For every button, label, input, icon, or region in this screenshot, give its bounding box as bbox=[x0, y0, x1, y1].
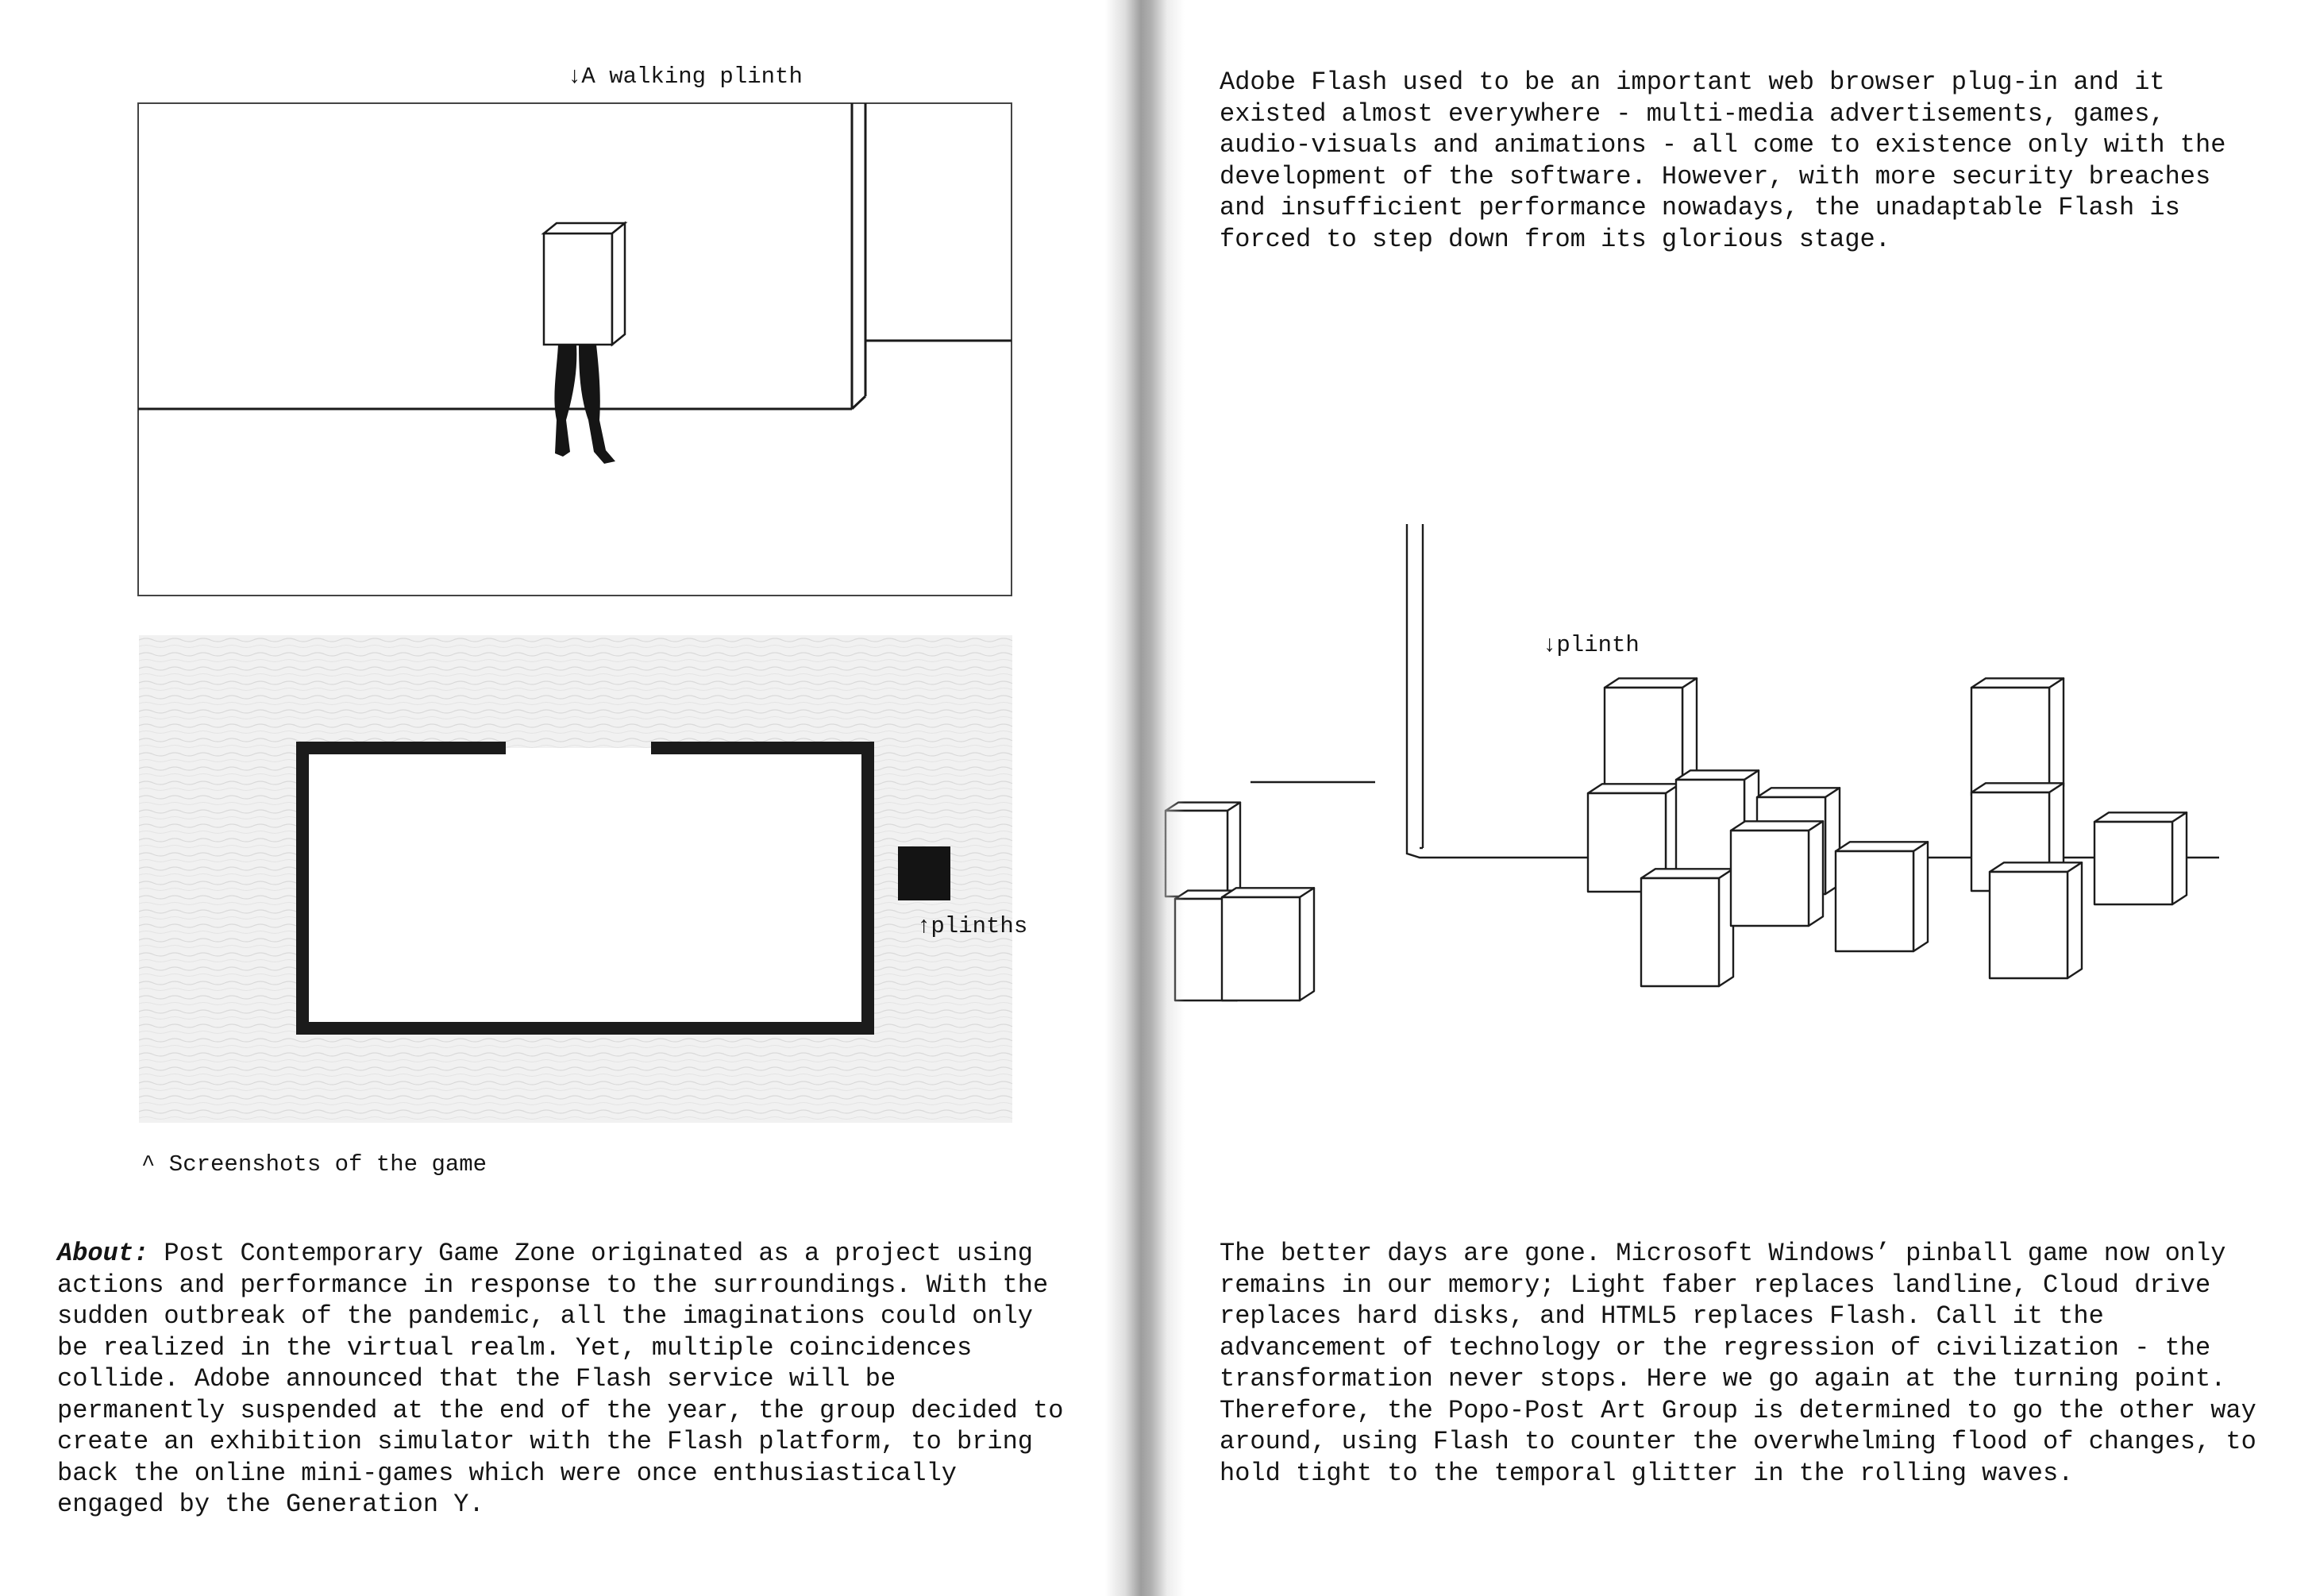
about-line: collide. Adobe announced that the Flash service will be bbox=[57, 1364, 896, 1394]
about-line: create an exhibition simulator with the Flash platform, to bring bbox=[57, 1427, 1033, 1456]
closing-paragraph bbox=[1220, 1238, 2256, 1489]
right-page bbox=[1127, 0, 2316, 1596]
left-page bbox=[0, 0, 1127, 1596]
about-line: engaged by the Generation Y. bbox=[57, 1490, 484, 1519]
walking-plinth-illustration bbox=[137, 102, 1014, 598]
closing-line: replaces hard disks, and HTML5 replaces Flash. Call it the bbox=[1220, 1301, 2104, 1331]
intro-line: forced to step down from its glorious stage. bbox=[1220, 224, 1890, 254]
about-line bbox=[57, 1238, 1063, 1270]
intro-line: development of the software. However, with more security breaches bbox=[1220, 161, 2211, 191]
closing-line: remains in our memory; Light faber replaces landline, Cloud drive bbox=[1220, 1270, 2211, 1300]
plinth-box bbox=[1222, 888, 1314, 1000]
closing-line: hold tight to the temporal glitter in the rolling waves. bbox=[1220, 1458, 2074, 1488]
plinth-caption: ↓plinth bbox=[1543, 632, 1640, 658]
walking-plinth-box bbox=[544, 223, 625, 345]
plinth-box bbox=[1971, 678, 2064, 796]
about-line: be realized in the virtual realm. Yet, multiple coincidences bbox=[57, 1332, 973, 1363]
plinth-box bbox=[1990, 862, 2082, 978]
intro-line: and insufficient performance nowadays, the unadaptable Flash is bbox=[1220, 193, 2180, 222]
plinth-box bbox=[1641, 869, 1733, 986]
plinth-box bbox=[1731, 821, 1823, 926]
about-line: permanently suspended at the end of the year, the group decided to bbox=[57, 1395, 1064, 1425]
closing-line: transformation never stops. Here we go again at the turning point. bbox=[1220, 1364, 2226, 1394]
closing-line: around, using Flash to counter the overwhelming flood of changes, to bbox=[1220, 1427, 2256, 1456]
about-line: back the online mini-games which were once enthusiastically bbox=[57, 1458, 957, 1488]
about-line: sudden outbreak of the pandemic, all the imaginations could only bbox=[57, 1301, 1033, 1331]
screenshots-caption: ^ Screenshots of the game bbox=[141, 1151, 487, 1178]
floorplan-plinth bbox=[898, 846, 950, 900]
closing-line: The better days are gone. Microsoft Windows’ pinball game now only bbox=[1220, 1239, 2226, 1268]
plinth-box bbox=[2094, 812, 2187, 904]
closing-line: Therefore, the Popo-Post Art Group is determined to go the other way bbox=[1220, 1395, 2256, 1425]
book-gutter-shadow bbox=[1105, 0, 1185, 1596]
walking-plinth-caption: ↓A walking plinth bbox=[568, 64, 803, 90]
about-line: actions and performance in response to the surroundings. With the bbox=[57, 1270, 1049, 1300]
closing-line: advancement of technology or the regression of civilization - the bbox=[1220, 1332, 2211, 1363]
about-line-text: Post Contemporary Game Zone originated as a project using bbox=[148, 1239, 1033, 1268]
intro-line: audio-visuals and animations - all come to existence only with the bbox=[1220, 130, 2226, 160]
intro-line: Adobe Flash used to be an important web browser plug-in and it bbox=[1220, 67, 2165, 97]
plinth-boxes bbox=[1166, 678, 2187, 1000]
about-lead: About: bbox=[57, 1239, 149, 1268]
intro-line: existed almost everywhere - multi-media advertisements, games, bbox=[1220, 98, 2165, 129]
about-paragraph bbox=[57, 1238, 1063, 1521]
plinths-caption: ↑plinths bbox=[917, 913, 1028, 939]
gallery-floorplan-screenshot bbox=[139, 635, 1012, 1123]
plinth-box bbox=[1836, 842, 1928, 951]
